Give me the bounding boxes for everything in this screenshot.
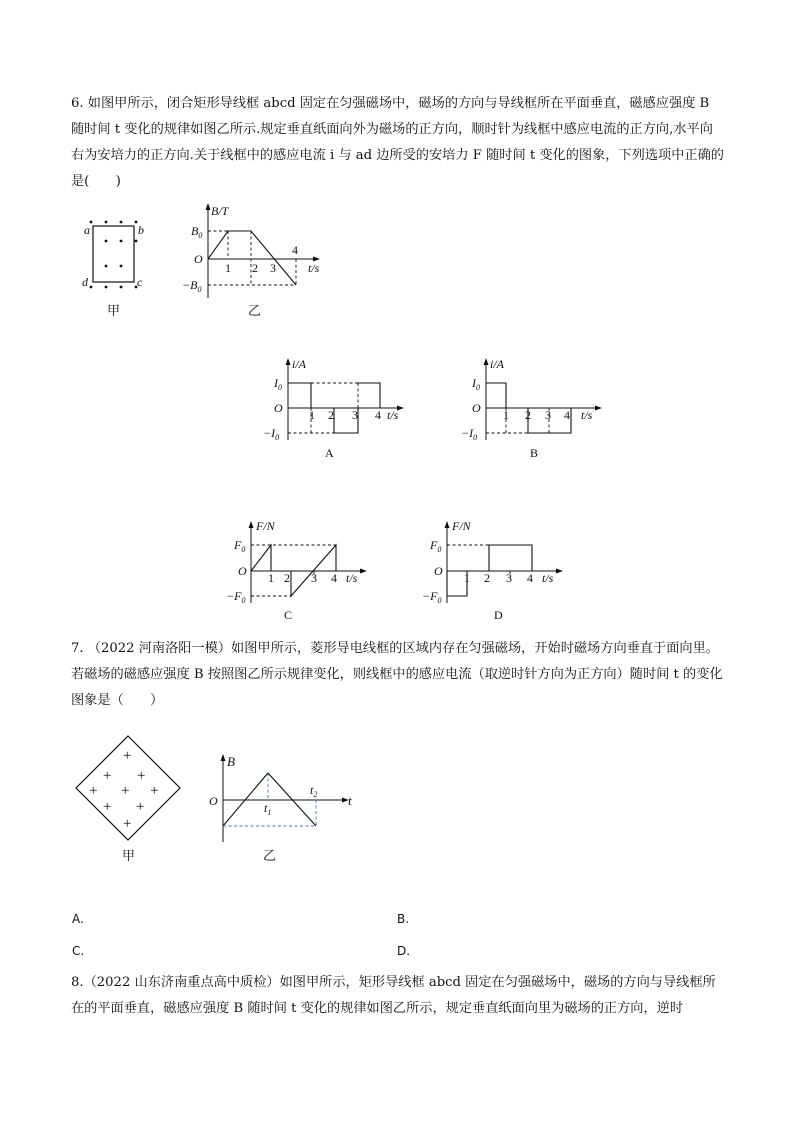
svg-text:+: + — [136, 799, 145, 815]
caption-yi: 乙 — [248, 303, 262, 318]
svg-text:2: 2 — [284, 571, 290, 585]
svg-text:I0: $I_0$ — [472, 376, 480, 392]
q6-figure-yi-b-t-graph — [180, 200, 330, 325]
svg-text:+: + — [137, 768, 146, 784]
svg-text:t/s: t/s — [581, 408, 593, 422]
svg-text:+: + — [150, 783, 159, 799]
svg-text:i/A: i/A — [490, 357, 504, 371]
svg-text:I0: $I_0$ — [274, 376, 282, 392]
svg-text:3: 3 — [506, 571, 512, 585]
svg-text:2: 2 — [328, 408, 334, 422]
svg-text:+: + — [89, 783, 98, 799]
option-d-label: D — [494, 608, 503, 622]
svg-text:t2: $t_2$ — [310, 783, 318, 799]
svg-text:−I0: $-I_0$ — [461, 426, 478, 442]
magnetic-field-dots — [90, 221, 138, 289]
y-axis-label: B/T — [211, 204, 229, 218]
svg-text:+: + — [123, 816, 132, 832]
svg-text:−F0: $-F_0$ — [422, 589, 442, 605]
svg-text:+: + — [103, 799, 112, 815]
question-8-text: 8.（2022 山东济南重点高中质检）如图甲所示，矩形导线框 abcd 固定在匀强磁场中，磁场的方向与导线框所在的平面垂直，磁感应强度 B 随时间 t 变化的规律如图乙所示，规定垂直纸面向里为磁场的正方向，逆时 — [71, 975, 716, 1016]
svg-text:O: O — [434, 564, 443, 578]
caption-jia: 甲 — [107, 303, 121, 318]
label-a: a — [84, 223, 90, 237]
svg-text:O: O — [472, 401, 481, 415]
svg-text:t/s: t/s — [542, 571, 554, 585]
question-7-text: 7. （2022 河南洛阳一模）如图甲所示，菱形导电线框的区域内存在匀强磁场，开始时磁场方向垂直于面向里。若磁场的磁感应强度 B 按照图乙所示规律变化，则线框中的感应电流（取逆时针方向为正方向）随时间 t 的变化图象是（ ） — [71, 641, 723, 708]
origin-label: O — [194, 252, 203, 266]
svg-text:3: 3 — [352, 408, 358, 422]
q7-option-c: C. — [72, 944, 85, 958]
svg-text:+: + — [121, 783, 130, 799]
option-d-graph — [422, 513, 572, 625]
q7-option-d: D. — [397, 944, 411, 958]
svg-text:3: 3 — [270, 261, 276, 275]
svg-text:4: 4 — [292, 243, 298, 257]
svg-text:O: O — [209, 794, 218, 808]
svg-text:F/N: F/N — [256, 519, 275, 533]
svg-text:t: t — [348, 793, 352, 808]
svg-text:1: 1 — [464, 571, 470, 585]
q6-figure-jia — [78, 212, 158, 322]
svg-text:−F0: $-F_0$ — [226, 589, 246, 605]
svg-text:O: O — [274, 401, 283, 415]
svg-text:1: 1 — [309, 408, 315, 422]
rectangular-frame — [93, 226, 134, 282]
svg-text:1: 1 — [225, 261, 231, 275]
label-b: b — [138, 223, 144, 237]
svg-text:1: 1 — [268, 571, 274, 585]
svg-text:B0: $B_0$ — [191, 224, 203, 240]
label-d: d — [82, 275, 88, 289]
question-6-text: 6. 如图甲所示，闭合矩形导线框 abcd 固定在匀强磁场中，磁场的方向与导线框所在平面垂直，磁感应强度 B 随时间 t 变化的规律如图乙所示.规定垂直纸面向外为磁场的正方向，顺时针为线框中感应电流的正方向,水平向右为安培力的正方向.关于线框中的感应电流 i 与 ad 边所受的安培力 F 随时间 t 变化的图象，下列选项中正确的是( ) — [71, 96, 724, 189]
svg-text:3: 3 — [545, 408, 551, 422]
svg-text:4: 4 — [527, 571, 533, 585]
svg-text:−B0: $-B_0$ — [182, 278, 202, 294]
svg-text:4: 4 — [375, 408, 381, 422]
svg-text:4: 4 — [564, 408, 570, 422]
svg-text:−I0: $-I_0$ — [263, 426, 280, 442]
svg-text:O: O — [238, 564, 247, 578]
svg-text:t/s: t/s — [387, 408, 399, 422]
q7-figure-jia — [72, 733, 187, 868]
option-c-graph — [226, 513, 376, 625]
svg-text:i/A: i/A — [292, 357, 306, 371]
caption-jia: 甲 — [122, 848, 136, 863]
svg-text:F0: $F_0$ — [234, 538, 246, 554]
svg-text:2: 2 — [525, 408, 531, 422]
svg-text:F/N: F/N — [452, 519, 471, 533]
svg-text:1: 1 — [503, 408, 509, 422]
svg-text:3: 3 — [311, 571, 317, 585]
svg-text:+: + — [103, 768, 112, 784]
option-c-label: C — [284, 608, 293, 622]
caption-yi: 乙 — [263, 848, 277, 863]
svg-text:+: + — [123, 748, 132, 764]
q7-figure-yi-b-t-graph — [203, 750, 358, 865]
option-a-label: A — [325, 446, 334, 460]
b-curve — [208, 231, 296, 285]
q7-option-b: B. — [397, 912, 410, 926]
svg-text:t/s: t/s — [346, 571, 358, 585]
svg-text:B: B — [227, 754, 235, 769]
option-b-graph — [461, 348, 611, 463]
x-axis-label: t/s — [308, 261, 320, 275]
svg-text:4: 4 — [331, 571, 337, 585]
option-b-label: B — [530, 446, 539, 460]
svg-text:2: 2 — [252, 261, 258, 275]
label-c: c — [137, 275, 143, 289]
svg-text:F0: $F_0$ — [430, 538, 442, 554]
svg-text:t1: $t_1$ — [264, 801, 272, 817]
svg-text:2: 2 — [484, 571, 490, 585]
q7-option-a: A. — [72, 912, 84, 926]
option-a-graph — [263, 348, 413, 463]
